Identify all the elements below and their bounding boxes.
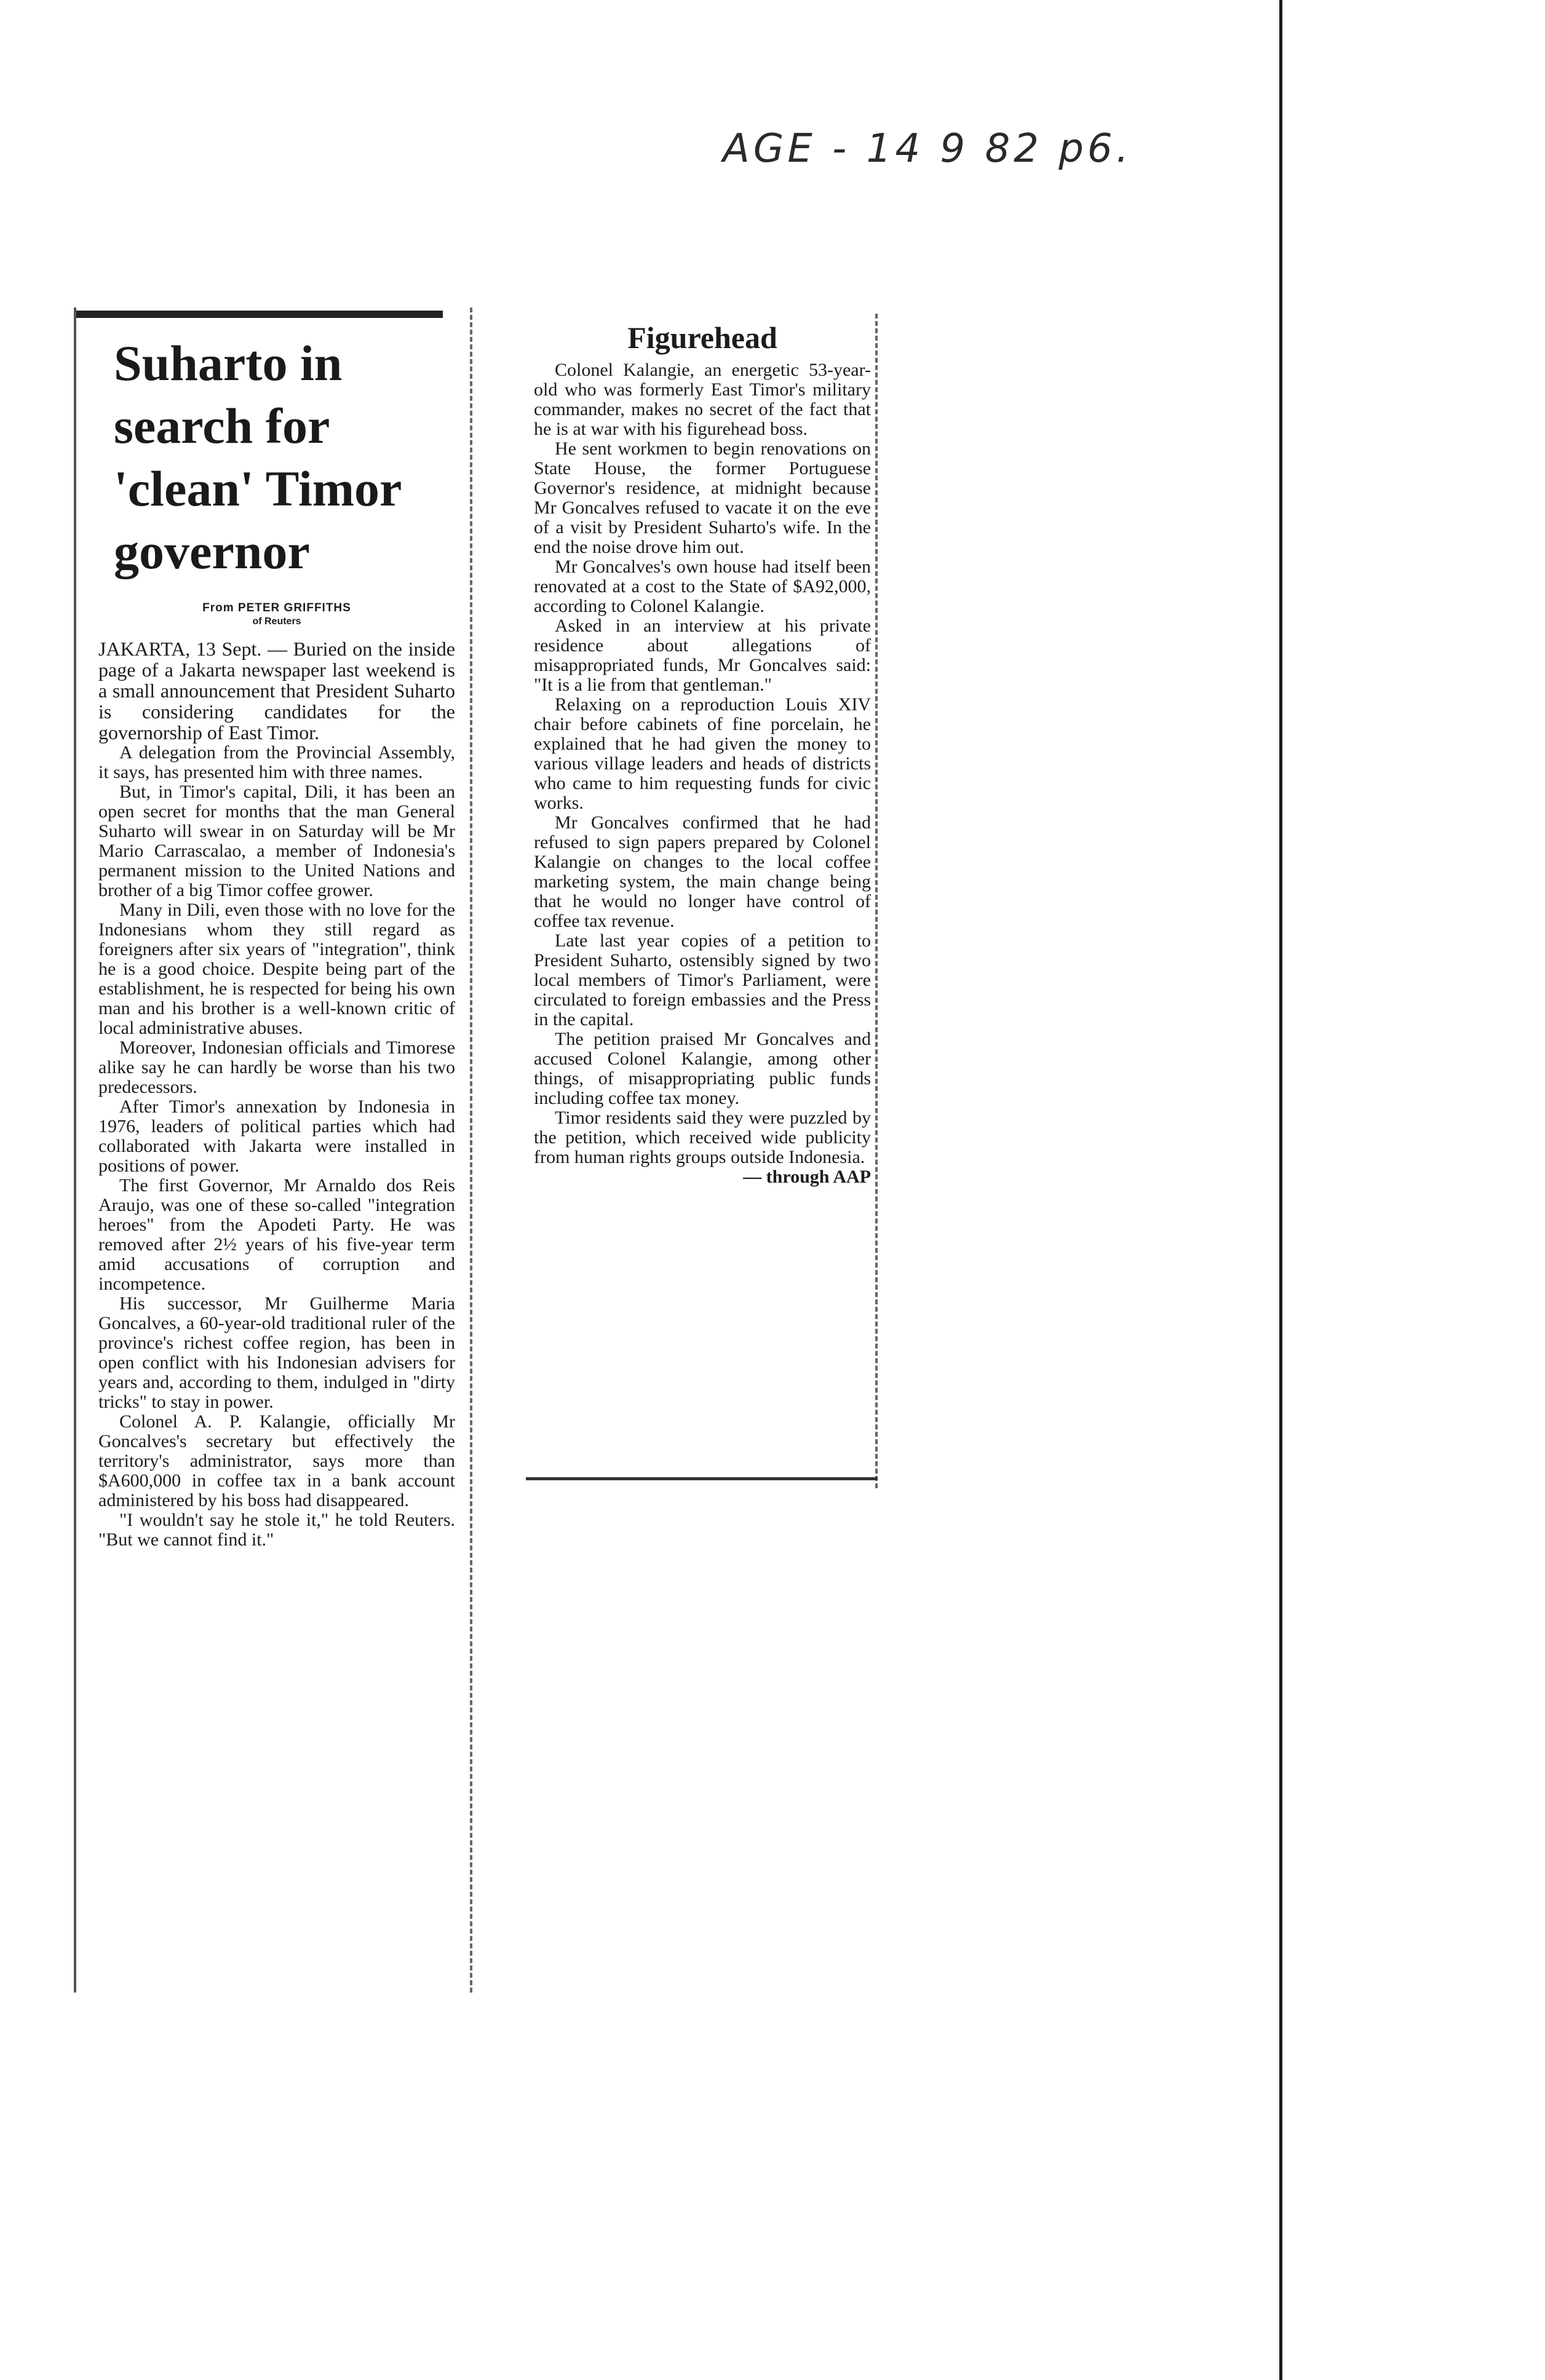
- article-paragraph: Timor residents said they were puzzled by the petition, which received wide publicity from human rights groups outside Indonesia.: [534, 1108, 871, 1167]
- article-paragraph: His successor, Mr Guilherme Maria Goncalves, a 60-year-old traditional ruler of the province's richest coffee region, has been in open conflict with his Indonesian advisers for years and, according to them, indulged in "dirty tricks" to stay in power.: [98, 1293, 455, 1412]
- article-paragraph: After Timor's annexation by Indonesia in 1976, leaders of political parties which had collaborated with Jakarta were installed in positions of power.: [98, 1097, 455, 1176]
- article-paragraph: He sent workmen to begin renovations on State House, the former Portuguese Governor's residence, at midnight because Mr Goncalves refused to vacate it on the eve of a visit by President Suharto's wife. In the end the noise drove him out.: [534, 438, 871, 557]
- article-paragraph: Relaxing on a reproduction Louis XIV chair before cabinets of fine porcelain, he explained that he had given the money to various village leaders and heads of districts who came to him requesting funds for civic works.: [534, 694, 871, 813]
- article-paragraph: A delegation from the Provincial Assembly, it says, has presented him with three names.: [98, 742, 455, 782]
- column1-body: [98, 638, 455, 1550]
- article-paragraph: Colonel Kalangie, an energetic 53-year-old who was formerly East Timor's military commander, makes no secret of the fact that he is at war with his figurehead boss.: [534, 360, 871, 439]
- article-paragraph: JAKARTA, 13 Sept. — Buried on the inside page of a Jakarta newspaper last weekend is a small announcement that President Suharto is considering candidates for the governorship of East Timor.: [98, 638, 455, 744]
- article-column-1: [98, 332, 455, 1550]
- column2-body: [534, 360, 871, 1167]
- article-paragraph: Mr Goncalves's own house had itself been renovated at a cost to the State of $A92,000, according to Colonel Kalangie.: [534, 557, 871, 616]
- page-edge-line: [1279, 0, 1282, 2380]
- clipping-column2-bottom-rule: [526, 1477, 878, 1480]
- article-paragraph: But, in Timor's capital, Dili, it has been an open secret for months that the man General Suharto will swear in on Saturday will be Mr Mario Carrascalao, a member of Indonesia's permanent mission to the United Nations and brother of a big Timor coffee grower.: [98, 782, 455, 900]
- article-column-2: [534, 320, 871, 1187]
- article-paragraph: The petition praised Mr Goncalves and accused Colonel Kalangie, among other things, of misappropriating public funds including coffee tax money.: [534, 1029, 871, 1108]
- article-paragraph: Asked in an interview at his private residence about allegations of misappropriated funds, Mr Goncalves said: "It is a lie from that gentleman.": [534, 616, 871, 695]
- article-headline: Suharto in search for 'clean' Timor governor: [114, 335, 401, 579]
- article-paragraph: Moreover, Indonesian officials and Timorese alike say he can hardly be worse than his two predecessors.: [98, 1037, 455, 1097]
- article-paragraph: The first Governor, Mr Arnaldo dos Reis Araujo, was one of these so-called "integration heroes" from the Apodeti Party. He was removed after 2½ years of his five-year term amid accusations of corruption and incompetence.: [98, 1175, 455, 1294]
- article-paragraph: Many in Dili, even those with no love for the Indonesians whom they still regard as foreigners after six years of "integration", think he is a good choice. Despite being part of the establishment, he is respected for being his own man and his brother is a well-known critic of local administrative abuses.: [98, 900, 455, 1038]
- article-paragraph: Colonel A. P. Kalangie, officially Mr Goncalves's secretary but effectively the territory's administrator, says more than $A600,000 in coffee tax in a bank account administered by his boss had disappeared.: [98, 1411, 455, 1510]
- article-subhead: Figurehead: [627, 320, 777, 355]
- article-paragraph: Mr Goncalves confirmed that he had refused to sign papers prepared by Colonel Kalangie on changes to the local coffee marketing system, the main change being that he would no longer have control of coffee tax revenue.: [534, 812, 871, 931]
- article-credit: — through AAP: [743, 1167, 871, 1187]
- article-byline-source: of Reuters: [252, 616, 301, 627]
- article-byline: From PETER GRIFFITHS: [202, 601, 351, 614]
- handwritten-annotation: AGE - 14 9 82 p6.: [723, 126, 1132, 172]
- article-paragraph: Late last year copies of a petition to President Suharto, ostensibly signed by two local members of Timor's Parliament, were circulated to foreign embassies and the Press in the capital.: [534, 930, 871, 1029]
- article-paragraph: "I wouldn't say he stole it," he told Reuters. "But we cannot find it.": [98, 1510, 455, 1550]
